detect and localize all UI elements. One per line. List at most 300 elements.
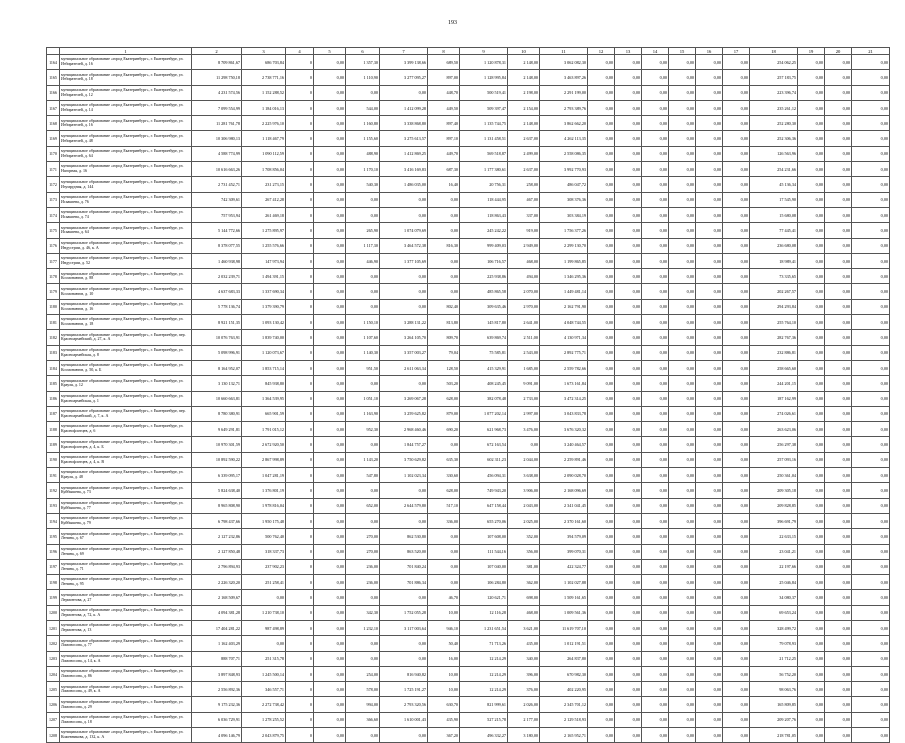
- value-cell: 0,00: [696, 345, 723, 360]
- address-cell: муниципальное образование «город Екатеринбург», г. Екатеринбург, ул. Красноармейская, д. 8: [60, 345, 192, 360]
- value-cell: 128,50: [428, 360, 460, 375]
- value-cell: 0: [286, 192, 314, 207]
- value-cell: 0: [286, 513, 314, 528]
- value-cell: 20 756,31: [460, 177, 508, 192]
- value-cell: 5 098 996,91: [192, 345, 242, 360]
- value-cell: 0,00: [798, 284, 825, 299]
- value-cell: 367,20: [428, 728, 460, 743]
- value-cell: 79,04: [428, 345, 460, 360]
- value-cell: 1 051,10: [346, 391, 380, 406]
- value-cell: 2 556 892,36: [192, 682, 242, 697]
- value-cell: 999 409,03: [460, 238, 508, 253]
- value-cell: 0: [286, 100, 314, 115]
- value-cell: 0,00: [428, 269, 460, 284]
- value-cell: 665 901,59: [242, 406, 286, 421]
- value-cell: 209 207,76: [750, 712, 798, 727]
- value-cell: 3 062 082,30: [540, 55, 588, 70]
- value-cell: 0,00: [615, 406, 642, 421]
- value-cell: 1 140,30: [346, 345, 380, 360]
- value-cell: 0,00: [588, 131, 615, 146]
- value-cell: 0,00: [825, 666, 852, 681]
- value-cell: 0,00: [669, 452, 696, 467]
- value-cell: 1 232,10: [346, 620, 380, 635]
- value-cell: 0,00: [615, 85, 642, 100]
- value-cell: 10 076 763,91: [192, 330, 242, 345]
- value-cell: 0,00: [723, 406, 750, 421]
- value-cell: 261 469,18: [242, 207, 286, 222]
- value-cell: 0,00: [588, 70, 615, 85]
- value-cell: 0,00: [852, 697, 890, 712]
- value-cell: 809,70: [428, 330, 460, 345]
- value-cell: 0,00: [696, 682, 723, 697]
- address-cell: муниципальное образование «город Екатеринбург», г. Екатеринбург, ул. Избирателей, д. 16: [60, 116, 192, 131]
- table-row: [47, 192, 890, 207]
- value-cell: 1 120 073,67: [242, 345, 286, 360]
- row-number: 1203: [47, 651, 60, 666]
- value-cell: 2 949,00: [508, 238, 540, 253]
- value-cell: 0,00: [642, 177, 669, 192]
- address-cell: муниципальное образование «город Екатеринбург», г. Екатеринбург, ул. Избирателей, д. 16: [60, 55, 192, 70]
- value-cell: 0,00: [723, 391, 750, 406]
- value-cell: 0,00: [669, 590, 696, 605]
- value-cell: 0,00: [428, 437, 460, 452]
- value-cell: 446,90: [346, 253, 380, 268]
- value-cell: 0,00: [588, 620, 615, 635]
- value-cell: 0,00: [723, 238, 750, 253]
- value-cell: 235 261,12: [750, 100, 798, 115]
- value-cell: 8 921 151,35: [192, 315, 242, 330]
- value-cell: 0,00: [642, 192, 669, 207]
- value-cell: 145 817,80: [460, 315, 508, 330]
- value-cell: 0,00: [852, 468, 890, 483]
- value-cell: 1 509 161,65: [540, 590, 588, 605]
- value-cell: 0: [286, 55, 314, 70]
- value-cell: 6 036 729,91: [192, 712, 242, 727]
- value-cell: 0,00: [615, 162, 642, 177]
- value-cell: 0,00: [642, 697, 669, 712]
- value-cell: 2 499,00: [508, 146, 540, 161]
- row-number: 1169: [47, 131, 60, 146]
- value-cell: 0,00: [642, 575, 669, 590]
- value-cell: 0,00: [242, 636, 286, 651]
- header-cell: 15: [669, 48, 696, 55]
- table-row: [47, 544, 890, 559]
- value-cell: 1 376 801,19: [242, 483, 286, 498]
- value-cell: 0,00: [669, 712, 696, 727]
- value-cell: 0,00: [346, 284, 380, 299]
- value-cell: 7 099 554,99: [192, 100, 242, 115]
- address-cell: муниципальное образование «город Екатеринбург», г. Екатеринбург, ул. Куйбышева, д. 79: [60, 513, 192, 528]
- value-cell: 0,00: [798, 238, 825, 253]
- value-cell: 0,00: [798, 590, 825, 605]
- row-number: 1193: [47, 498, 60, 513]
- value-cell: 500 762,40: [242, 529, 286, 544]
- value-cell: 2 043 879,75: [242, 728, 286, 743]
- table-row: [47, 728, 890, 743]
- value-cell: 2 177,00: [508, 712, 540, 727]
- value-cell: 0,00: [852, 345, 890, 360]
- value-cell: 0,00: [798, 85, 825, 100]
- value-cell: 2 162 791,90: [540, 299, 588, 314]
- value-cell: 251 315,78: [242, 651, 286, 666]
- value-cell: 1 118 467,79: [242, 131, 286, 146]
- value-cell: 0,00: [615, 712, 642, 727]
- value-cell: 468,00: [508, 253, 540, 268]
- value-cell: 0,00: [696, 100, 723, 115]
- value-cell: 1 102 027,88: [540, 575, 588, 590]
- value-cell: 0,00: [852, 422, 890, 437]
- value-cell: 2 127 850,48: [192, 544, 242, 559]
- value-cell: 0,00: [723, 605, 750, 620]
- value-cell: 0,00: [615, 376, 642, 391]
- value-cell: 0,00: [696, 513, 723, 528]
- value-cell: 0,00: [723, 422, 750, 437]
- value-cell: 0,00: [428, 575, 460, 590]
- value-cell: 0,00: [825, 207, 852, 222]
- value-cell: 0,00: [798, 559, 825, 574]
- value-cell: 1 752 055,28: [380, 605, 428, 620]
- value-cell: 0,00: [723, 284, 750, 299]
- value-cell: 0,00: [615, 116, 642, 131]
- value-cell: 328 499,72: [750, 620, 798, 635]
- value-cell: 3 357 003,27: [380, 345, 428, 360]
- row-number: 1206: [47, 697, 60, 712]
- address-cell: муниципальное образование «город Екатеринбург», г. Екатеринбург, ул. Куйбышева, д. 73: [60, 483, 192, 498]
- value-cell: 0,00: [588, 162, 615, 177]
- address-cell: муниципальное образование «город Екатеринбург», г. Екатеринбург, пер. Красноармейский, д. 7, к. А: [60, 406, 192, 421]
- value-cell: 672 163,54: [460, 437, 508, 452]
- value-cell: 0,00: [852, 590, 890, 605]
- value-cell: 1 844 757,27: [380, 437, 428, 452]
- value-cell: 0,00: [669, 559, 696, 574]
- value-cell: 0,00: [798, 636, 825, 651]
- address-cell: муниципальное образование «город Екатеринбург», г. Екатеринбург, ул. Ленина, д. 67: [60, 529, 192, 544]
- row-number: 1208: [47, 728, 60, 743]
- value-cell: 0,00: [615, 299, 642, 314]
- value-cell: 2 032 239,71: [192, 269, 242, 284]
- value-cell: 1 077 202,14: [460, 406, 508, 421]
- value-cell: 0,00: [380, 376, 428, 391]
- value-cell: 0,00: [798, 116, 825, 131]
- value-cell: 879,00: [428, 406, 460, 421]
- header-cell: 20: [825, 48, 852, 55]
- value-cell: 0,00: [314, 483, 346, 498]
- table-row: [47, 376, 890, 391]
- value-cell: 1 135 744,75: [460, 116, 508, 131]
- value-cell: 0,00: [798, 437, 825, 452]
- table-row: [47, 223, 890, 238]
- value-cell: 1 449 481,14: [540, 284, 588, 299]
- value-cell: 544,00: [346, 100, 380, 115]
- value-cell: 1 184 016,13: [242, 100, 286, 115]
- address-cell: муниципальное образование «город Екатеринбург», г. Екатеринбург, ул. Нагорная, д. 16: [60, 162, 192, 177]
- value-cell: 0,00: [380, 269, 428, 284]
- value-cell: 0,00: [642, 452, 669, 467]
- table-row: [47, 238, 890, 253]
- value-cell: 0,00: [314, 360, 346, 375]
- value-cell: 0: [286, 284, 314, 299]
- value-cell: 0,00: [669, 636, 696, 651]
- value-cell: 0,00: [588, 253, 615, 268]
- table-row: [47, 575, 890, 590]
- value-cell: 0,00: [346, 651, 380, 666]
- table-row: [47, 437, 890, 452]
- value-cell: 0,00: [798, 513, 825, 528]
- value-cell: 0,00: [696, 452, 723, 467]
- value-cell: 0,00: [615, 498, 642, 513]
- value-cell: 0: [286, 636, 314, 651]
- value-cell: 0,00: [615, 360, 642, 375]
- value-cell: 1 150,10: [346, 315, 380, 330]
- table-row: [47, 162, 890, 177]
- value-cell: 0,00: [798, 406, 825, 421]
- value-cell: 258,00: [508, 177, 540, 192]
- value-cell: 0,00: [642, 162, 669, 177]
- value-cell: 0,00: [615, 55, 642, 70]
- value-cell: 257 183,75: [750, 70, 798, 85]
- value-cell: 0,00: [825, 162, 852, 177]
- value-cell: 0,00: [852, 162, 890, 177]
- value-cell: 270,00: [346, 529, 380, 544]
- table-row: [47, 55, 890, 70]
- value-cell: 0,00: [669, 253, 696, 268]
- value-cell: 0,00: [825, 192, 852, 207]
- value-cell: 0,00: [669, 575, 696, 590]
- value-cell: 0,00: [696, 330, 723, 345]
- value-cell: 0: [286, 620, 314, 635]
- value-cell: 0,00: [669, 192, 696, 207]
- value-cell: 381,00: [508, 559, 540, 574]
- value-cell: 0,00: [588, 238, 615, 253]
- value-cell: 0,00: [642, 330, 669, 345]
- value-cell: 0,00: [852, 575, 890, 590]
- value-cell: 0,00: [642, 620, 669, 635]
- row-number: 1207: [47, 712, 60, 727]
- value-cell: 863 520,00: [380, 544, 428, 559]
- value-cell: 0,00: [669, 207, 696, 222]
- value-cell: 0,00: [428, 223, 460, 238]
- value-cell: 0,00: [723, 620, 750, 635]
- value-cell: 0,00: [852, 55, 890, 70]
- value-cell: 0: [286, 223, 314, 238]
- header-cell: 14: [642, 48, 669, 55]
- value-cell: 0,00: [314, 697, 346, 712]
- value-cell: 1 177 380,61: [460, 162, 508, 177]
- value-cell: 0,00: [723, 192, 750, 207]
- value-cell: 1 725 191,27: [380, 682, 428, 697]
- value-cell: 0,00: [825, 116, 852, 131]
- value-cell: 2 997,00: [508, 406, 540, 421]
- value-cell: 0,00: [723, 636, 750, 651]
- value-cell: 0,00: [346, 376, 380, 391]
- value-cell: 0,00: [825, 238, 852, 253]
- value-cell: 0,00: [825, 437, 852, 452]
- value-cell: 0,00: [696, 651, 723, 666]
- value-cell: 3 117 003,64: [380, 620, 428, 635]
- value-cell: 2 968 460,46: [380, 422, 428, 437]
- value-cell: 0,00: [852, 620, 890, 635]
- value-cell: 0,00: [615, 238, 642, 253]
- value-cell: 46,70: [428, 590, 460, 605]
- value-cell: 0,00: [314, 544, 346, 559]
- value-cell: 10,00: [428, 666, 460, 681]
- value-cell: 0,00: [588, 146, 615, 161]
- address-cell: муниципальное образование «город Екатеринбург», г. Екатеринбург, ул. Ломоносова, д. 18: [60, 712, 192, 727]
- value-cell: 1 107,60: [346, 330, 380, 345]
- value-cell: 0,00: [588, 315, 615, 330]
- table-row: [47, 100, 890, 115]
- value-cell: 449,70: [428, 146, 460, 161]
- value-cell: 3 288 131,22: [380, 315, 428, 330]
- value-cell: 4 048 744,55: [540, 315, 588, 330]
- value-cell: 0,00: [642, 422, 669, 437]
- value-cell: 0,00: [696, 529, 723, 544]
- value-cell: 0,00: [696, 85, 723, 100]
- value-cell: 0,00: [825, 345, 852, 360]
- value-cell: 2 129 518,93: [540, 712, 588, 727]
- value-cell: 0,00: [669, 85, 696, 100]
- value-cell: 0,00: [615, 452, 642, 467]
- value-cell: 303 384,19: [540, 207, 588, 222]
- value-cell: 0,00: [669, 468, 696, 483]
- value-cell: 0,00: [642, 468, 669, 483]
- table-row: [47, 116, 890, 131]
- value-cell: 2 090 028,70: [540, 468, 588, 483]
- value-cell: 0,00: [852, 483, 890, 498]
- value-cell: 77 445,41: [750, 223, 798, 238]
- value-cell: 3 275 613,57: [380, 131, 428, 146]
- value-cell: 0,00: [669, 315, 696, 330]
- value-cell: 0: [286, 422, 314, 437]
- value-cell: 0,00: [642, 131, 669, 146]
- value-cell: 0,00: [723, 529, 750, 544]
- table-row: [47, 70, 890, 85]
- value-cell: 267 412,28: [242, 192, 286, 207]
- value-cell: 402 220,95: [540, 682, 588, 697]
- value-cell: 0: [286, 728, 314, 743]
- value-cell: 4 094 381,28: [192, 605, 242, 620]
- value-cell: 0,00: [380, 636, 428, 651]
- address-cell: муниципальное образование «город Екатеринбург», г. Екатеринбург, ул. Краснофлотцев, д. 4, к. Б: [60, 437, 192, 452]
- value-cell: 0,00: [798, 100, 825, 115]
- value-cell: 1 152 288,52: [242, 85, 286, 100]
- register-body: [47, 48, 890, 743]
- address-cell: муниципальное образование «город Екатеринбург», г. Екатеринбург, ул. Крауля, д. 48: [60, 468, 192, 483]
- value-cell: 1 377 105,69: [380, 253, 428, 268]
- value-cell: 0,00: [696, 468, 723, 483]
- value-cell: 0,00: [642, 483, 669, 498]
- row-number: 1164: [47, 55, 60, 70]
- value-cell: 0,00: [723, 85, 750, 100]
- table-row: [47, 682, 890, 697]
- value-cell: 1 093 130,42: [242, 315, 286, 330]
- value-cell: 0,00: [588, 391, 615, 406]
- value-cell: 0,00: [314, 406, 346, 421]
- value-cell: 698,00: [508, 590, 540, 605]
- value-cell: 2 168 509,67: [192, 590, 242, 605]
- header-cell: 2: [192, 48, 242, 55]
- value-cell: 0: [286, 529, 314, 544]
- value-cell: 0,00: [696, 315, 723, 330]
- value-cell: 0,00: [825, 360, 852, 375]
- header-cell: 21: [852, 48, 890, 55]
- value-cell: 22 633,15: [750, 529, 798, 544]
- row-number: 1185: [47, 376, 60, 391]
- value-cell: 0,00: [798, 269, 825, 284]
- value-cell: 257 093,16: [750, 452, 798, 467]
- table-row: [47, 131, 890, 146]
- value-cell: 0,00: [314, 636, 346, 651]
- value-cell: 0,00: [798, 468, 825, 483]
- value-cell: 527 215,78: [460, 712, 508, 727]
- value-cell: 3 180,00: [508, 728, 540, 743]
- value-cell: 0,00: [615, 682, 642, 697]
- table-row: [47, 498, 890, 513]
- value-cell: 337,00: [508, 207, 540, 222]
- value-cell: 1 131 458,51: [460, 131, 508, 146]
- value-cell: 399 070,31: [540, 544, 588, 559]
- value-cell: 340,00: [508, 651, 540, 666]
- header-cell: 19: [798, 48, 825, 55]
- header-cell: 13: [615, 48, 642, 55]
- value-cell: 0: [286, 605, 314, 620]
- header-cell: 5: [314, 48, 346, 55]
- value-cell: 0,00: [852, 437, 890, 452]
- value-cell: 0,00: [314, 620, 346, 635]
- value-cell: 0: [286, 70, 314, 85]
- row-number: 1204: [47, 666, 60, 681]
- value-cell: 0,00: [588, 360, 615, 375]
- value-cell: 494,00: [508, 269, 540, 284]
- value-cell: 0: [286, 712, 314, 727]
- row-number: 1188: [47, 422, 60, 437]
- value-cell: 1 199 865,85: [540, 253, 588, 268]
- value-cell: 0,00: [825, 651, 852, 666]
- value-cell: 0,00: [825, 146, 852, 161]
- value-cell: 1 412 869,25: [380, 146, 428, 161]
- value-cell: 0,00: [852, 376, 890, 391]
- value-cell: 0,00: [825, 513, 852, 528]
- value-cell: 0,00: [723, 666, 750, 681]
- value-cell: 0,00: [588, 207, 615, 222]
- value-cell: 435,90: [428, 712, 460, 727]
- value-cell: 2 793 320,56: [380, 697, 428, 712]
- value-cell: 0,00: [588, 85, 615, 100]
- value-cell: 0,00: [669, 146, 696, 161]
- value-cell: 23 041,21: [750, 544, 798, 559]
- value-cell: 435,00: [508, 636, 540, 651]
- value-cell: 0,00: [723, 146, 750, 161]
- value-cell: 0,00: [642, 70, 669, 85]
- value-cell: 0,00: [615, 636, 642, 651]
- value-cell: 209 828,85: [750, 498, 798, 513]
- value-cell: 0,00: [723, 437, 750, 452]
- value-cell: 10 616 663,26: [192, 162, 242, 177]
- value-cell: 0,00: [314, 651, 346, 666]
- value-cell: 0,00: [588, 682, 615, 697]
- address-cell: муниципальное образование «город Екатеринбург», г. Екатеринбург, ул. Индустрии, д. 52: [60, 253, 192, 268]
- value-cell: 9 091,00: [508, 376, 540, 391]
- value-cell: 4 262 113,35: [540, 131, 588, 146]
- value-cell: 0,00: [852, 452, 890, 467]
- value-cell: 258 665,60: [750, 360, 798, 375]
- value-cell: 0,00: [825, 728, 852, 743]
- value-cell: 0,00: [852, 682, 890, 697]
- value-cell: 0,00: [852, 315, 890, 330]
- value-cell: 2 026,00: [508, 697, 540, 712]
- value-cell: 0,00: [642, 376, 669, 391]
- address-cell: муниципальное образование «город Екатеринбург», г. Екатеринбург, ул. Индустрии, д. 46, к. А: [60, 238, 192, 253]
